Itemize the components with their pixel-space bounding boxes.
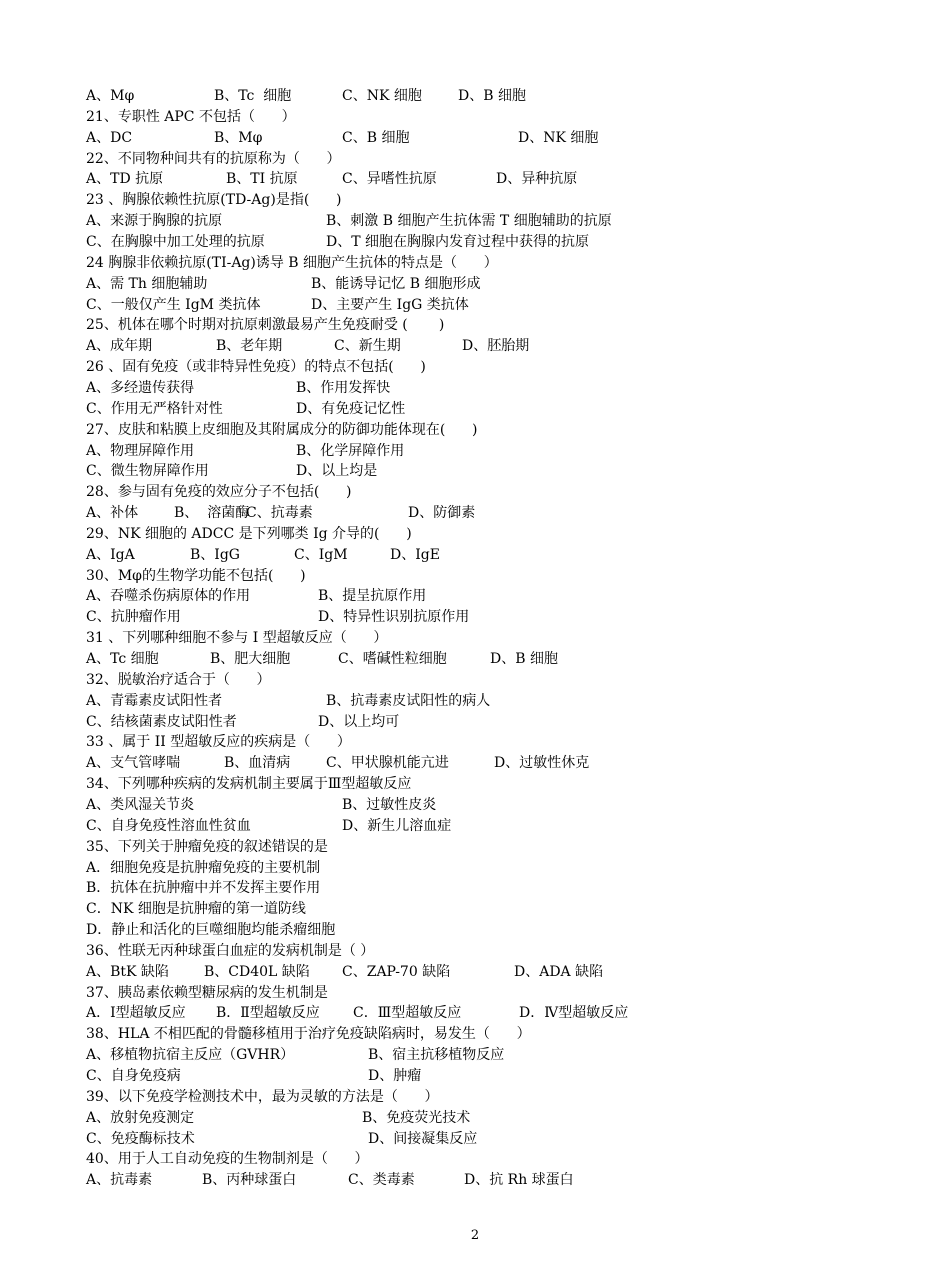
answer-option: C、NK 细胞 <box>342 88 422 104</box>
question-line: 22、不同物种间共有的抗原称为（ ） <box>86 150 341 167</box>
answer-option: B、CD40L 缺陷 <box>204 963 310 980</box>
question-line: 24 胸腺非依赖抗原(TI-Ag)诱导 B 细胞产生抗体的特点是（ ） <box>86 254 498 271</box>
answer-option: C、免疫酶标技术 <box>86 1130 195 1147</box>
answer-option: D、B 细胞 <box>490 651 558 667</box>
options-line <box>86 211 926 232</box>
answer-option: B、过敏性皮炎 <box>342 796 437 813</box>
answer-option: D、T 细胞在胸腺内发育过程中获得的抗原 <box>326 234 590 250</box>
options-line <box>86 962 926 983</box>
question-line: A．细胞免疫是抗肿瘤免疫的主要机制 <box>86 859 321 876</box>
question-line: 30、Mφ的生物学功能不包括( ) <box>86 567 306 584</box>
answer-option: C、B 细胞 <box>342 129 410 146</box>
answer-option: B、血清病 <box>224 755 291 772</box>
options-line <box>86 712 926 733</box>
question-line: C．NK 细胞是抗肿瘤的第一道防线 <box>86 901 306 918</box>
options-line <box>86 274 926 295</box>
answer-option: D、以上均可 <box>318 713 400 730</box>
answer-option: A、支气管哮喘 <box>86 755 181 772</box>
answer-option: D、B 细胞 <box>458 88 526 104</box>
answer-option: B、宿主抗移植物反应 <box>368 1047 505 1064</box>
answer-option: B、能诱导记忆 B 细胞形成 <box>311 275 481 292</box>
question-line: 37、胰岛素依赖型糖尿病的发生机制是 <box>86 984 328 1001</box>
options-line <box>86 649 926 670</box>
answer-option: B、TI 抗原 <box>226 171 298 188</box>
answer-option: D、IgE <box>390 546 440 563</box>
question-line: 23 、胸腺依赖性抗原(TD-Ag)是指( ) <box>86 192 342 209</box>
question-line: B．抗体在抗肿瘤中并不发挥主要作用 <box>86 880 321 897</box>
answer-option: B、IgG <box>190 546 240 563</box>
options-line <box>86 1066 926 1087</box>
answer-option: D、肿瘤 <box>368 1068 422 1084</box>
page-number: 2 <box>470 1228 480 1243</box>
question-line: 26 、固有免疫（或非特异性免疫）的特点不包括( ) <box>86 359 426 376</box>
options-line <box>86 128 926 149</box>
options-line <box>86 232 926 253</box>
answer-option: C、作用无严格针对性 <box>86 400 223 417</box>
answer-option: A、需 Th 细胞辅助 <box>86 275 208 292</box>
options-line <box>86 86 926 107</box>
answer-option: A、类风湿关节炎 <box>86 796 195 813</box>
answer-option: D．Ⅳ型超敏反应 <box>519 1005 629 1022</box>
question-line: 27、皮肤和粘膜上皮细胞及其附属成分的防御功能体现在( ) <box>86 421 478 438</box>
options-line <box>86 1170 926 1191</box>
answer-option: A、移植物抗宿主反应（GVHR） <box>86 1047 295 1064</box>
answer-option: D、胚胎期 <box>462 338 530 355</box>
answer-option: C．Ⅲ型超敏反应 <box>353 1005 462 1022</box>
answer-option: D、以上均是 <box>296 463 378 480</box>
answer-option: B、肥大细胞 <box>210 651 291 667</box>
answer-option: B、 溶菌酶 <box>174 505 250 521</box>
question-line: 34、下列哪种疾病的发病机制主要属于Ⅲ型超敏反应 <box>86 776 412 793</box>
options-line <box>86 169 926 190</box>
options-line <box>86 1129 926 1150</box>
answer-option: D、间接凝集反应 <box>368 1130 478 1147</box>
options-line <box>86 545 926 566</box>
answer-option: A、放射免疫测定 <box>86 1109 195 1126</box>
answer-option: C、嗜碱性粒细胞 <box>338 651 447 667</box>
answer-option: D、主要产生 IgG 类抗体 <box>311 296 469 313</box>
answer-option: D、异种抗原 <box>496 171 578 188</box>
answer-option: B．Ⅱ型超敏反应 <box>216 1005 320 1022</box>
options-line <box>86 295 926 316</box>
answer-option: A．Ⅰ型超敏反应 <box>86 1005 186 1022</box>
answer-option: A、物理屏障作用 <box>86 442 195 459</box>
answer-option: C、抗毒素 <box>246 505 313 521</box>
answer-option: B、免疫荧光技术 <box>362 1109 471 1126</box>
answer-option: A、成年期 <box>86 338 153 355</box>
options-line <box>86 607 926 628</box>
answer-option: C、新生期 <box>334 338 401 355</box>
options-line <box>86 399 926 420</box>
options-line <box>86 336 926 357</box>
answer-option: B、抗毒素皮试阳性的病人 <box>326 692 491 709</box>
options-line <box>86 461 926 482</box>
answer-option: A、抗毒素 <box>86 1172 153 1189</box>
answer-option: C、抗肿瘤作用 <box>86 609 181 626</box>
question-line: 32、脱敏治疗适合于（ ） <box>86 671 271 688</box>
answer-option: C、ZAP-70 缺陷 <box>342 963 451 980</box>
answer-option: A、Mφ <box>86 88 135 104</box>
answer-option: D、防御素 <box>408 505 476 521</box>
answer-option: D、过敏性休克 <box>494 755 590 772</box>
answer-option: C、自身免疫性溶血性贫血 <box>86 817 251 834</box>
options-line <box>86 503 926 524</box>
options-line <box>86 586 926 607</box>
question-line: 25、机体在哪个时期对抗原刺激最易产生免疫耐受 ( ) <box>86 317 445 334</box>
answer-option: B、化学屏障作用 <box>296 442 405 459</box>
answer-option: C、自身免疫病 <box>86 1068 181 1084</box>
answer-option: B、老年期 <box>216 338 283 355</box>
question-line: 21、专职性 APC 不包括（ ） <box>86 108 296 125</box>
options-line <box>86 378 926 399</box>
answer-option: C、微生物屏障作用 <box>86 463 209 480</box>
answer-option: B、刺激 B 细胞产生抗体需 T 细胞辅助的抗原 <box>326 213 612 230</box>
answer-option: D、NK 细胞 <box>518 129 599 146</box>
answer-option: A、青霉素皮试阳性者 <box>86 692 223 709</box>
options-line <box>86 1108 926 1129</box>
question-line: 38、HLA 不相匹配的骨髓移植用于治疗免疫缺陷病时，易发生（ ） <box>86 1026 531 1043</box>
options-line <box>86 753 926 774</box>
answer-option: C、甲状腺机能亢进 <box>326 755 449 772</box>
question-line: 39、以下免疫学检测技术中，最为灵敏的方法是（ ） <box>86 1088 439 1105</box>
answer-option: D、ADA 缺陷 <box>514 963 604 980</box>
answer-option: C、在胸腺中加工处理的抗原 <box>86 234 265 250</box>
answer-option: D、抗 Rh 球蛋白 <box>464 1172 574 1189</box>
question-line: 31 、下列哪种细胞不参与 I 型超敏反应（ ） <box>86 630 388 647</box>
answer-option: A、IgA <box>86 546 135 563</box>
question-line: 29、NK 细胞的 ADCC 是下列哪类 Ig 介导的( ) <box>86 525 412 542</box>
question-line: D．静止和活化的巨噬细胞均能杀瘤细胞 <box>86 922 336 938</box>
answer-option: B、作用发挥快 <box>296 379 391 396</box>
answer-option: B、Mφ <box>214 129 263 146</box>
options-line <box>86 795 926 816</box>
answer-option: C、一般仅产生 IgM 类抗体 <box>86 296 261 313</box>
answer-option: C、异嗜性抗原 <box>342 171 437 188</box>
answer-option: B、丙种球蛋白 <box>202 1172 297 1189</box>
answer-option: A、补体 <box>86 505 139 521</box>
answer-option: A、吞噬杀伤病原体的作用 <box>86 588 251 605</box>
answer-option: A、多经遗传获得 <box>86 379 195 396</box>
answer-option: A、DC <box>86 129 133 146</box>
question-line: 40、用于人工自动免疫的生物制剂是（ ） <box>86 1151 369 1168</box>
options-line <box>86 816 926 837</box>
options-line <box>86 1003 926 1024</box>
question-line: 36、性联无丙种球蛋白血症的发病机制是（ ） <box>86 942 375 959</box>
answer-option: D、特异性识别抗原作用 <box>318 609 470 626</box>
answer-option: A、BtK 缺陷 <box>86 963 169 980</box>
question-line: 35、下列关于肿瘤免疫的叙述错误的是 <box>86 838 328 855</box>
answer-option: A、来源于胸腺的抗原 <box>86 213 223 230</box>
answer-option: B、提呈抗原作用 <box>318 588 427 605</box>
answer-option: C、类毒素 <box>348 1172 415 1189</box>
options-line <box>86 1045 926 1066</box>
question-line: 28、参与固有免疫的效应分子不包括( ) <box>86 484 352 501</box>
answer-option: D、新生儿溶血症 <box>342 817 452 834</box>
answer-option: D、有免疫记忆性 <box>296 400 406 417</box>
answer-option: C、IgM <box>294 546 348 563</box>
question-line: 33 、属于 II 型超敏反应的疾病是（ ） <box>86 734 351 751</box>
answer-option: A、Tc 细胞 <box>86 651 159 667</box>
answer-option: A、TD 抗原 <box>86 171 164 188</box>
options-line <box>86 691 926 712</box>
answer-option: C、结核菌素皮试阳性者 <box>86 713 237 730</box>
options-line <box>86 441 926 462</box>
answer-option: B、Tc 细胞 <box>214 88 292 104</box>
